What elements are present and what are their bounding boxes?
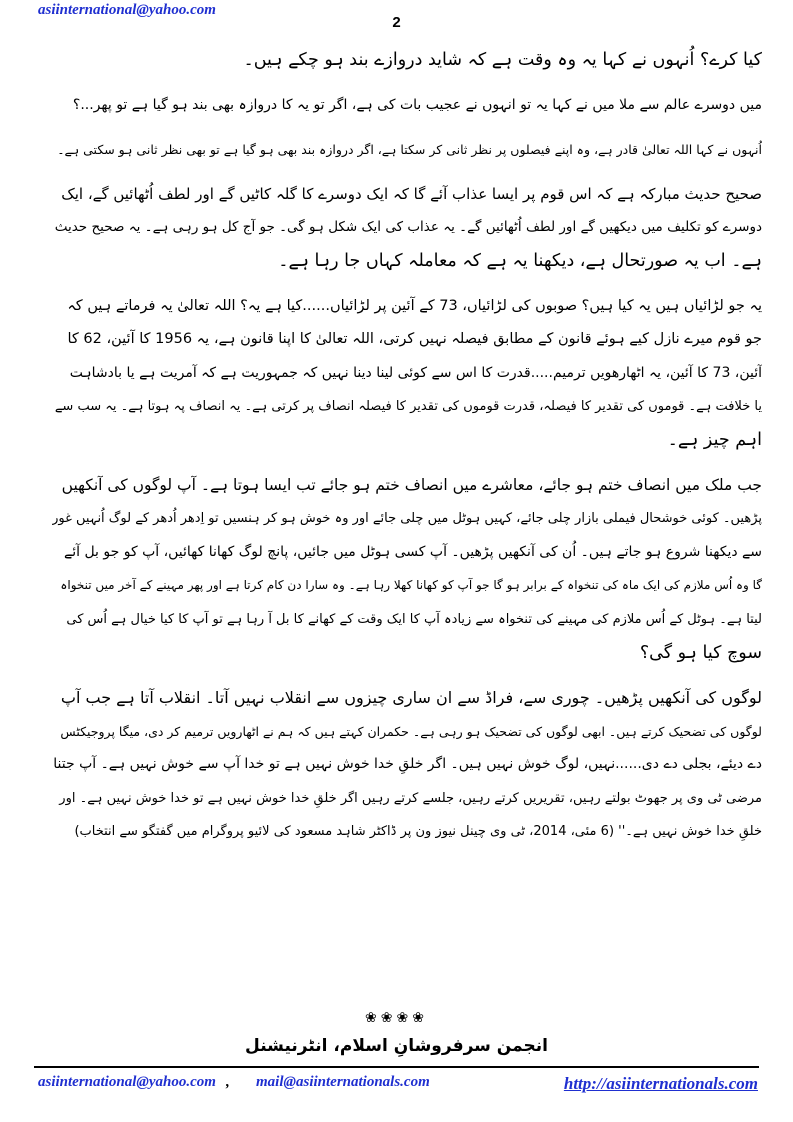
- text-line: لوگوں کی تضحیک کرتے ہیں۔ ابھی لوگوں کی تضحیک ہو رہی ہے۔ حکمران کہتے ہیں کہ ہم نے اٹھارویں ترمیم کر دی، میگا پروجیکٹس: [60, 723, 762, 739]
- text-line: پڑھیں۔ کوئی خوشحال فیملی بازار چلی جائے، کہیں ہوٹل میں چلی جائے اور وہ خوش ہو کر ہنسیں تو اِدھر اُدھر کے لوگ اُنہیں غور: [52, 511, 762, 527]
- paragraph-2: [52, 89, 762, 123]
- text-line: خلقِ خدا خوش نہیں ہے۔'' (6 مئی، 2014، ٹی وی چینل نیوز ون پر ڈاکٹر شاہد مسعود کی لائیو پروگرام میں گفتگو سے انتخاب): [74, 824, 762, 840]
- text-line: سوچ کیا ہو گی؟: [639, 642, 762, 663]
- footer-email-primary-link[interactable]: asiinternational@yahoo.com: [38, 1074, 216, 1090]
- text-line: آئین، 73 کا آئین، یہ اٹھارھویں ترمیم.....قدرت کا اس سے کوئی لینا دینا نہیں کہ جمہوریت ہے کہ آمریت ہے یا بادشاہت: [69, 364, 762, 381]
- text-line: لیتا ہے۔ ہوٹل کے اُس ملازم کی مہینے کی تنخواہ سے زیادہ آپ کا ایک وقت کے کھانے کا بل آ رہا ہے تو آپ کا کیا خیال ہے اُس کی: [66, 611, 762, 627]
- text-line: صحیح حدیث مبارکہ ہے کہ اس قوم پر ایسا عذاب آئے گا کہ ایک دوسرے کا گلہ کاٹیں گے اور لطف اُٹھائیں گے، ایک: [61, 184, 762, 203]
- paragraph-5: [52, 290, 762, 458]
- organization-name: انجمن سرفروشانِ اسلام، انٹرنیشنل: [245, 1036, 548, 1056]
- text-line: یا خلافت ہے۔ قوموں کی تقدیر کا فیصلہ، قدرت قوموں کی تقدیر کا فیصلہ انصاف پر کرتی ہے۔ یہ انصاف پہ ہوتا ہے۔ یہ سب سے: [54, 399, 762, 415]
- page-number: 2: [392, 14, 401, 31]
- paragraph-4: [52, 178, 762, 279]
- text-line: اہم چیز ہے۔: [667, 429, 762, 450]
- text-line: لوگوں کی آنکھیں پڑھیں۔ چوری سے، فراڈ سے ان ساری چیزوں سے انقلاب نہیں آتا۔ انقلاب آتا ہے جب آپ: [60, 688, 762, 708]
- footer-website-link[interactable]: http://asiinternationals.com: [563, 1074, 758, 1093]
- text-line: میں دوسرے عالم سے ملا میں نے کہا یہ تو انہوں نے عجیب بات کی ہے، اگر تو یہ کا دروازہ بھی بند ہو گیا ہے تو پھر...؟: [72, 96, 762, 113]
- article-body: [52, 44, 762, 860]
- text-line: گا وہ اُس ملازم کی ایک ماہ کی تنخواہ کے برابر ہو گا جو آپ کو کھانا کھلا رہا ہے۔ وہ سارا دن کام کرتا ہے اور پھر مہینے کے آخر میں تنخواہ: [60, 578, 762, 593]
- text-line: جب ملک میں انصاف ختم ہو جائے، معاشرے میں انصاف ختم ہو جائے تب ایسا ہوتا ہے۔ آپ لوگوں کی آنکھیں: [61, 475, 762, 494]
- flower-ornament: ❀❀❀❀: [365, 1010, 428, 1026]
- header-email-link[interactable]: asiinternational@yahoo.com: [38, 2, 216, 18]
- footer-separator: ,: [226, 1074, 230, 1090]
- text-line: دے دیئے، بجلی دے دی......نہیں، لوگ خوش نہیں ہیں۔ اگر خلقِ خدا خوش نہیں ہے تو خدا آپ سے خوش نہیں ہے۔ آپ جتنا: [53, 756, 762, 773]
- paragraph-1: [52, 44, 762, 78]
- footer-email-secondary-link[interactable]: mail@asiinternationals.com: [256, 1074, 430, 1090]
- paragraph-3: [52, 133, 762, 167]
- text-line: کیا کرے؟ اُنہوں نے کہا یہ وہ وقت ہے کہ شاید دروازے بند ہو چکے ہیں۔: [243, 50, 762, 70]
- text-line: اُنہوں نے کہا اللہ تعالیٰ قادر ہے، وہ اپنے فیصلوں پر نظر ثانی کر سکتا ہے، اگر دروازہ بند بھی ہو گیا ہے تو بھی نظر ثانی ہو سکتی ہے۔: [57, 142, 762, 158]
- text-line: دوسرے کو تکلیف میں دیکھیں گے اور لطف اُٹھائیں گے۔ یہ عذاب کی ایک شکل ہو گی۔ جو آج کل ہو رہی ہے۔ یہ صحیح حدیث: [54, 219, 762, 236]
- paragraph-7: [52, 681, 762, 849]
- text-line: جو قوم میرے نازل کیے ہوئے قانون کے مطابق فیصلہ نہیں کرتی، اللہ تعالیٰ کا اپنا قانون ہے، یہ 1956 کا آئین، 62 کا: [67, 331, 762, 348]
- paragraph-6: [52, 469, 762, 671]
- text-line: یہ جو لڑائیاں ہیں یہ کیا ہیں؟ صوبوں کی لڑائیاں، 73 کے آئین پر لڑائیاں......کیا ہے یہ؟ اللہ تعالیٰ یہ فرماتے ہیں کہ: [67, 297, 762, 314]
- footer-divider: [34, 1066, 759, 1068]
- text-line: مرضی ٹی وی پر جھوٹ بولتے رہیں، تقریریں کرتے رہیں، جلسے کرتے رہیں اگر خلقِ خدا خوش نہیں ہے تو خدا خوش نہیں ہے۔ اور: [59, 790, 762, 806]
- text-line: سے دیکھنا شروع ہو جاتے ہیں۔ اُن کی آنکھیں پڑھیں۔ آپ کسی ہوٹل میں جائیں، پانچ لوگ کھانا کھائیں، آپ کو جو بل آئے: [64, 543, 762, 560]
- text-line: ہے۔ اب یہ صورتحال ہے، دیکھنا یہ ہے کہ معاملہ کہاں جا رہا ہے۔: [278, 250, 762, 271]
- footer-bar: [38, 1074, 758, 1094]
